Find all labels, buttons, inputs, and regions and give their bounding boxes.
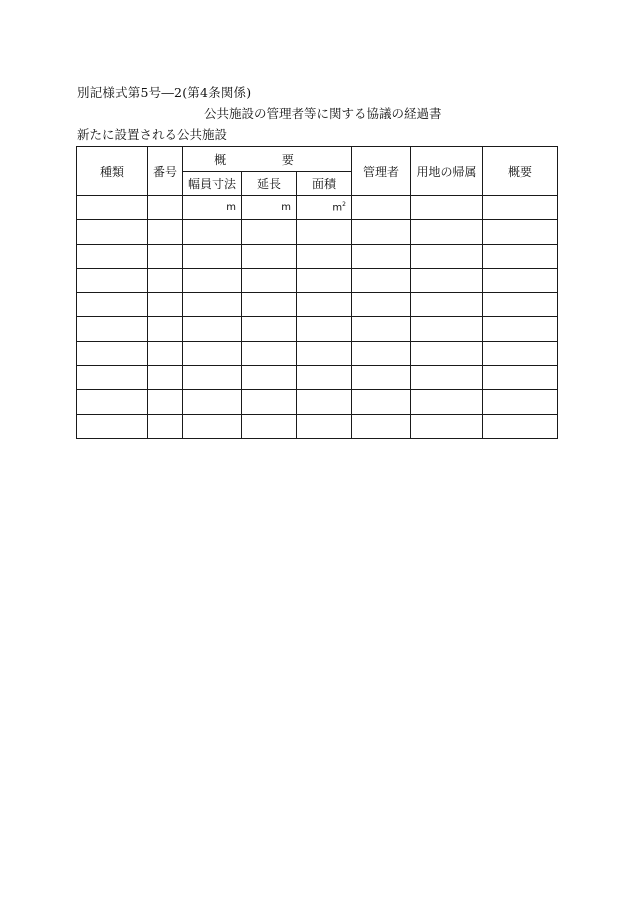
cell-area[interactable] (297, 293, 352, 317)
cell-width[interactable] (183, 366, 242, 390)
table-row (77, 317, 558, 341)
cell-manager[interactable] (352, 220, 411, 244)
cell-length[interactable] (242, 220, 297, 244)
cell-land[interactable] (411, 341, 483, 365)
cell-width[interactable] (183, 196, 242, 220)
cell-kind[interactable] (77, 293, 148, 317)
cell-width[interactable] (183, 244, 242, 268)
cell-length[interactable] (242, 244, 297, 268)
cell-summary[interactable] (483, 414, 558, 438)
cell-number[interactable] (148, 317, 183, 341)
cell-kind[interactable] (77, 317, 148, 341)
cell-summary[interactable] (483, 244, 558, 268)
cell-land[interactable] (411, 390, 483, 414)
public-facilities-table (76, 146, 558, 439)
table-row (77, 220, 558, 244)
table-row (77, 244, 558, 268)
header-length: 延長 (242, 172, 297, 196)
cell-width[interactable] (183, 220, 242, 244)
document-title: 公共施設の管理者等に関する協議の経過書 (204, 106, 442, 121)
cell-summary[interactable] (483, 293, 558, 317)
cell-manager[interactable] (352, 317, 411, 341)
header-area: 面積 (297, 172, 352, 196)
header-overview: 概 要 (183, 147, 352, 172)
cell-kind[interactable] (77, 244, 148, 268)
cell-summary[interactable] (483, 220, 558, 244)
cell-land[interactable] (411, 244, 483, 268)
cell-number[interactable] (148, 414, 183, 438)
cell-manager[interactable] (352, 341, 411, 365)
cell-manager[interactable] (352, 414, 411, 438)
cell-summary[interactable] (483, 366, 558, 390)
cell-number[interactable] (148, 196, 183, 220)
cell-land[interactable] (411, 268, 483, 292)
table-row (77, 414, 558, 438)
cell-length[interactable] (242, 366, 297, 390)
table-row (77, 293, 558, 317)
cell-manager[interactable] (352, 196, 411, 220)
table-row (77, 196, 558, 220)
cell-width[interactable] (183, 414, 242, 438)
cell-area[interactable] (297, 317, 352, 341)
cell-width[interactable] (183, 390, 242, 414)
unit-width: m (226, 202, 236, 214)
header-summary: 概要 (483, 147, 558, 196)
cell-area[interactable] (297, 244, 352, 268)
cell-land[interactable] (411, 220, 483, 244)
cell-kind[interactable] (77, 341, 148, 365)
cell-manager[interactable] (352, 293, 411, 317)
cell-length[interactable] (242, 317, 297, 341)
cell-width[interactable] (183, 268, 242, 292)
cell-kind[interactable] (77, 196, 148, 220)
cell-number[interactable] (148, 244, 183, 268)
cell-length[interactable] (242, 268, 297, 292)
form-number-label: 別記様式第5号―2(第4条関係) (77, 85, 252, 100)
unit-area: m (332, 202, 343, 214)
cell-length[interactable] (242, 196, 297, 220)
cell-length[interactable] (242, 293, 297, 317)
cell-summary[interactable] (483, 268, 558, 292)
cell-kind[interactable] (77, 220, 148, 244)
cell-number[interactable] (148, 366, 183, 390)
cell-area[interactable] (297, 268, 352, 292)
cell-area[interactable] (297, 220, 352, 244)
cell-land[interactable] (411, 196, 483, 220)
unit-area-superscript: 2 (342, 201, 346, 209)
cell-area[interactable] (297, 390, 352, 414)
cell-width[interactable] (183, 293, 242, 317)
cell-kind[interactable] (77, 366, 148, 390)
cell-area[interactable] (297, 414, 352, 438)
cell-length[interactable] (242, 341, 297, 365)
cell-width[interactable] (183, 317, 242, 341)
table-row (77, 341, 558, 365)
header-number: 番号 (148, 147, 183, 196)
table-row (77, 366, 558, 390)
cell-area[interactable] (297, 366, 352, 390)
section-heading: 新たに設置される公共施設 (77, 127, 228, 142)
cell-manager[interactable] (352, 268, 411, 292)
cell-summary[interactable] (483, 341, 558, 365)
cell-number[interactable] (148, 220, 183, 244)
cell-number[interactable] (148, 268, 183, 292)
cell-summary[interactable] (483, 196, 558, 220)
cell-land[interactable] (411, 317, 483, 341)
unit-length: m (281, 202, 291, 214)
header-land-ownership: 用地の帰属 (411, 147, 483, 196)
cell-number[interactable] (148, 293, 183, 317)
cell-length[interactable] (242, 390, 297, 414)
cell-kind[interactable] (77, 414, 148, 438)
cell-land[interactable] (411, 366, 483, 390)
cell-manager[interactable] (352, 244, 411, 268)
cell-area[interactable] (297, 341, 352, 365)
cell-land[interactable] (411, 293, 483, 317)
table-row (77, 390, 558, 414)
header-kind: 種類 (77, 147, 148, 196)
cell-width[interactable] (183, 341, 242, 365)
cell-kind[interactable] (77, 390, 148, 414)
cell-manager[interactable] (352, 390, 411, 414)
table-row (77, 268, 558, 292)
table-body (77, 196, 558, 439)
cell-land[interactable] (411, 414, 483, 438)
header-manager: 管理者 (352, 147, 411, 196)
cell-summary[interactable] (483, 390, 558, 414)
cell-manager[interactable] (352, 366, 411, 390)
cell-kind[interactable] (77, 268, 148, 292)
cell-length[interactable] (242, 414, 297, 438)
cell-number[interactable] (148, 390, 183, 414)
cell-number[interactable] (148, 341, 183, 365)
cell-area[interactable] (297, 196, 352, 220)
cell-summary[interactable] (483, 317, 558, 341)
header-width: 幅員寸法 (183, 172, 242, 196)
